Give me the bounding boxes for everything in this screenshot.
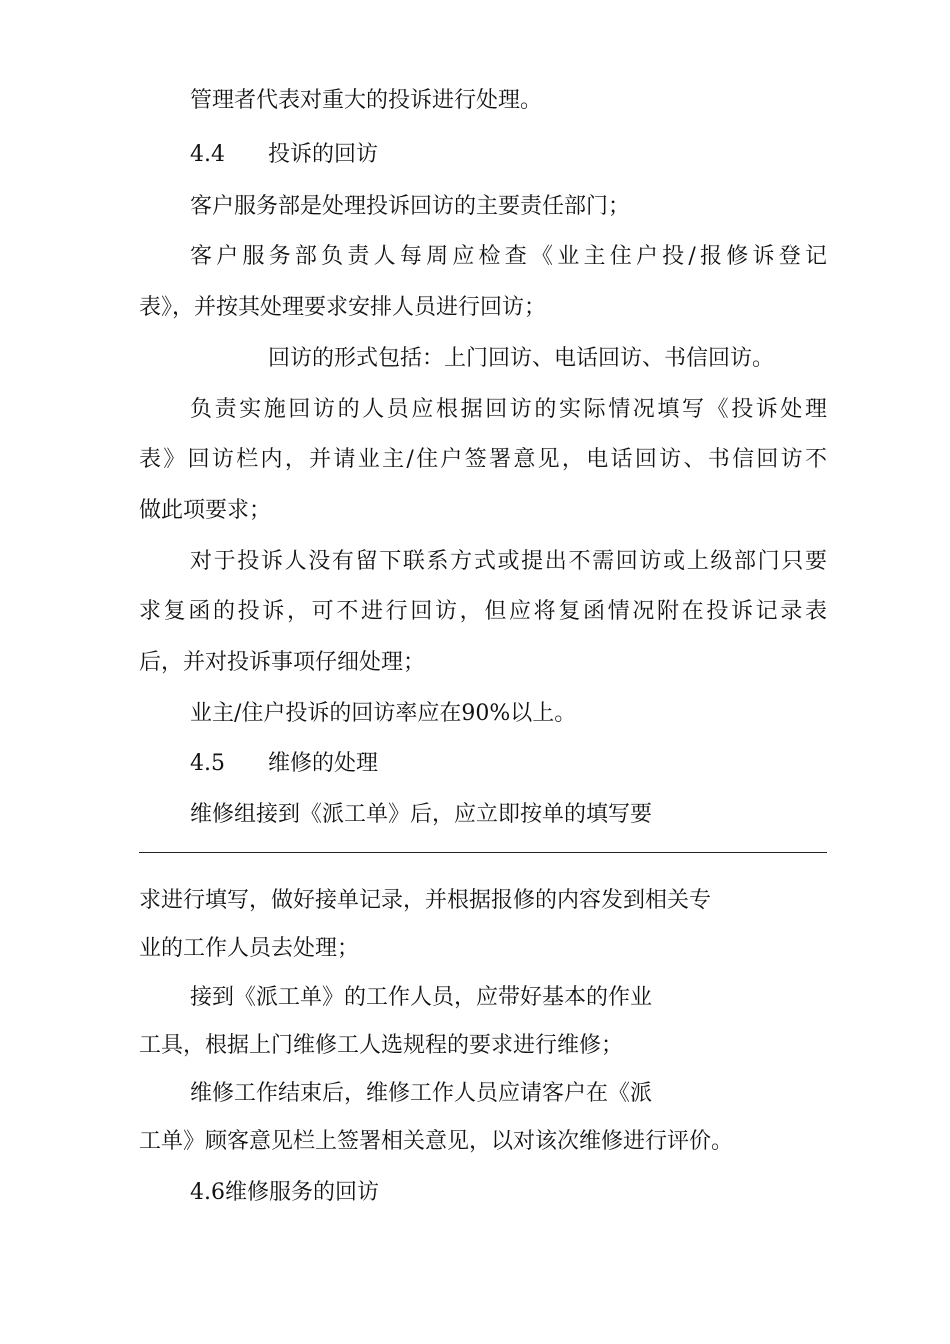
paragraph-line: 工具，根据上门维修工人选规程的要求进行维修； — [139, 1033, 624, 1058]
section-title: 投诉的回访 — [268, 142, 379, 167]
paragraph-line: 管理者代表对重大的投诉进行处理。 — [190, 88, 543, 113]
paragraph-line: 负责实施回访的人员应根据回访的实际情况填写《投诉处理 — [190, 397, 827, 422]
paragraph-line: 后，并对投诉事项仔细处理； — [139, 650, 426, 675]
section-number: 4.5 — [190, 751, 225, 776]
paragraph-line: 维修组接到《派工单》后，应立即按单的填写要 — [190, 802, 653, 827]
paragraph-line: 维修工作结束后，维修工作人员应请客户在《派 — [190, 1081, 653, 1106]
page-divider — [139, 852, 827, 853]
paragraph-line: 做此项要求； — [139, 498, 272, 523]
paragraph-line: 业的工作人员去处理； — [139, 936, 360, 961]
section-heading-4-5 — [190, 749, 378, 779]
paragraph-line: 业主/住户投诉的回访率应在90%以上。 — [190, 701, 577, 726]
paragraph-line: 客户服务部负责人每周应检查《业主住户投/报修诉登记 — [190, 244, 827, 269]
section-heading-4-6: 4.6维修服务的回访 — [190, 1180, 379, 1205]
section-number: 4.4 — [190, 142, 225, 167]
paragraph-line: 表》回访栏内，并请业主/住户签署意见，电话回访、书信回访不 — [139, 447, 827, 472]
paragraph-line: 回访的形式包括：上门回访、电话回访、书信回访。 — [268, 346, 775, 371]
paragraph-line: 求复函的投诉，可不进行回访，但应将复函情况附在投诉记录表 — [139, 599, 827, 624]
paragraph-line: 接到《派工单》的工作人员，应带好基本的作业 — [190, 985, 653, 1010]
paragraph-line: 工单》顾客意见栏上签署相关意见，以对该次维修进行评价。 — [139, 1129, 734, 1154]
section-heading-4-4 — [190, 140, 378, 170]
section-title: 维修的处理 — [268, 751, 379, 776]
paragraph-line: 对于投诉人没有留下联系方式或提出不需回访或上级部门只要 — [190, 549, 827, 574]
paragraph-line: 求进行填写，做好接单记录，并根据报修的内容发到相关专 — [139, 888, 712, 913]
paragraph-line: 客户服务部是处理投诉回访的主要责任部门； — [190, 194, 631, 219]
paragraph-line: 表》，并按其处理要求安排人员进行回访； — [139, 295, 547, 320]
